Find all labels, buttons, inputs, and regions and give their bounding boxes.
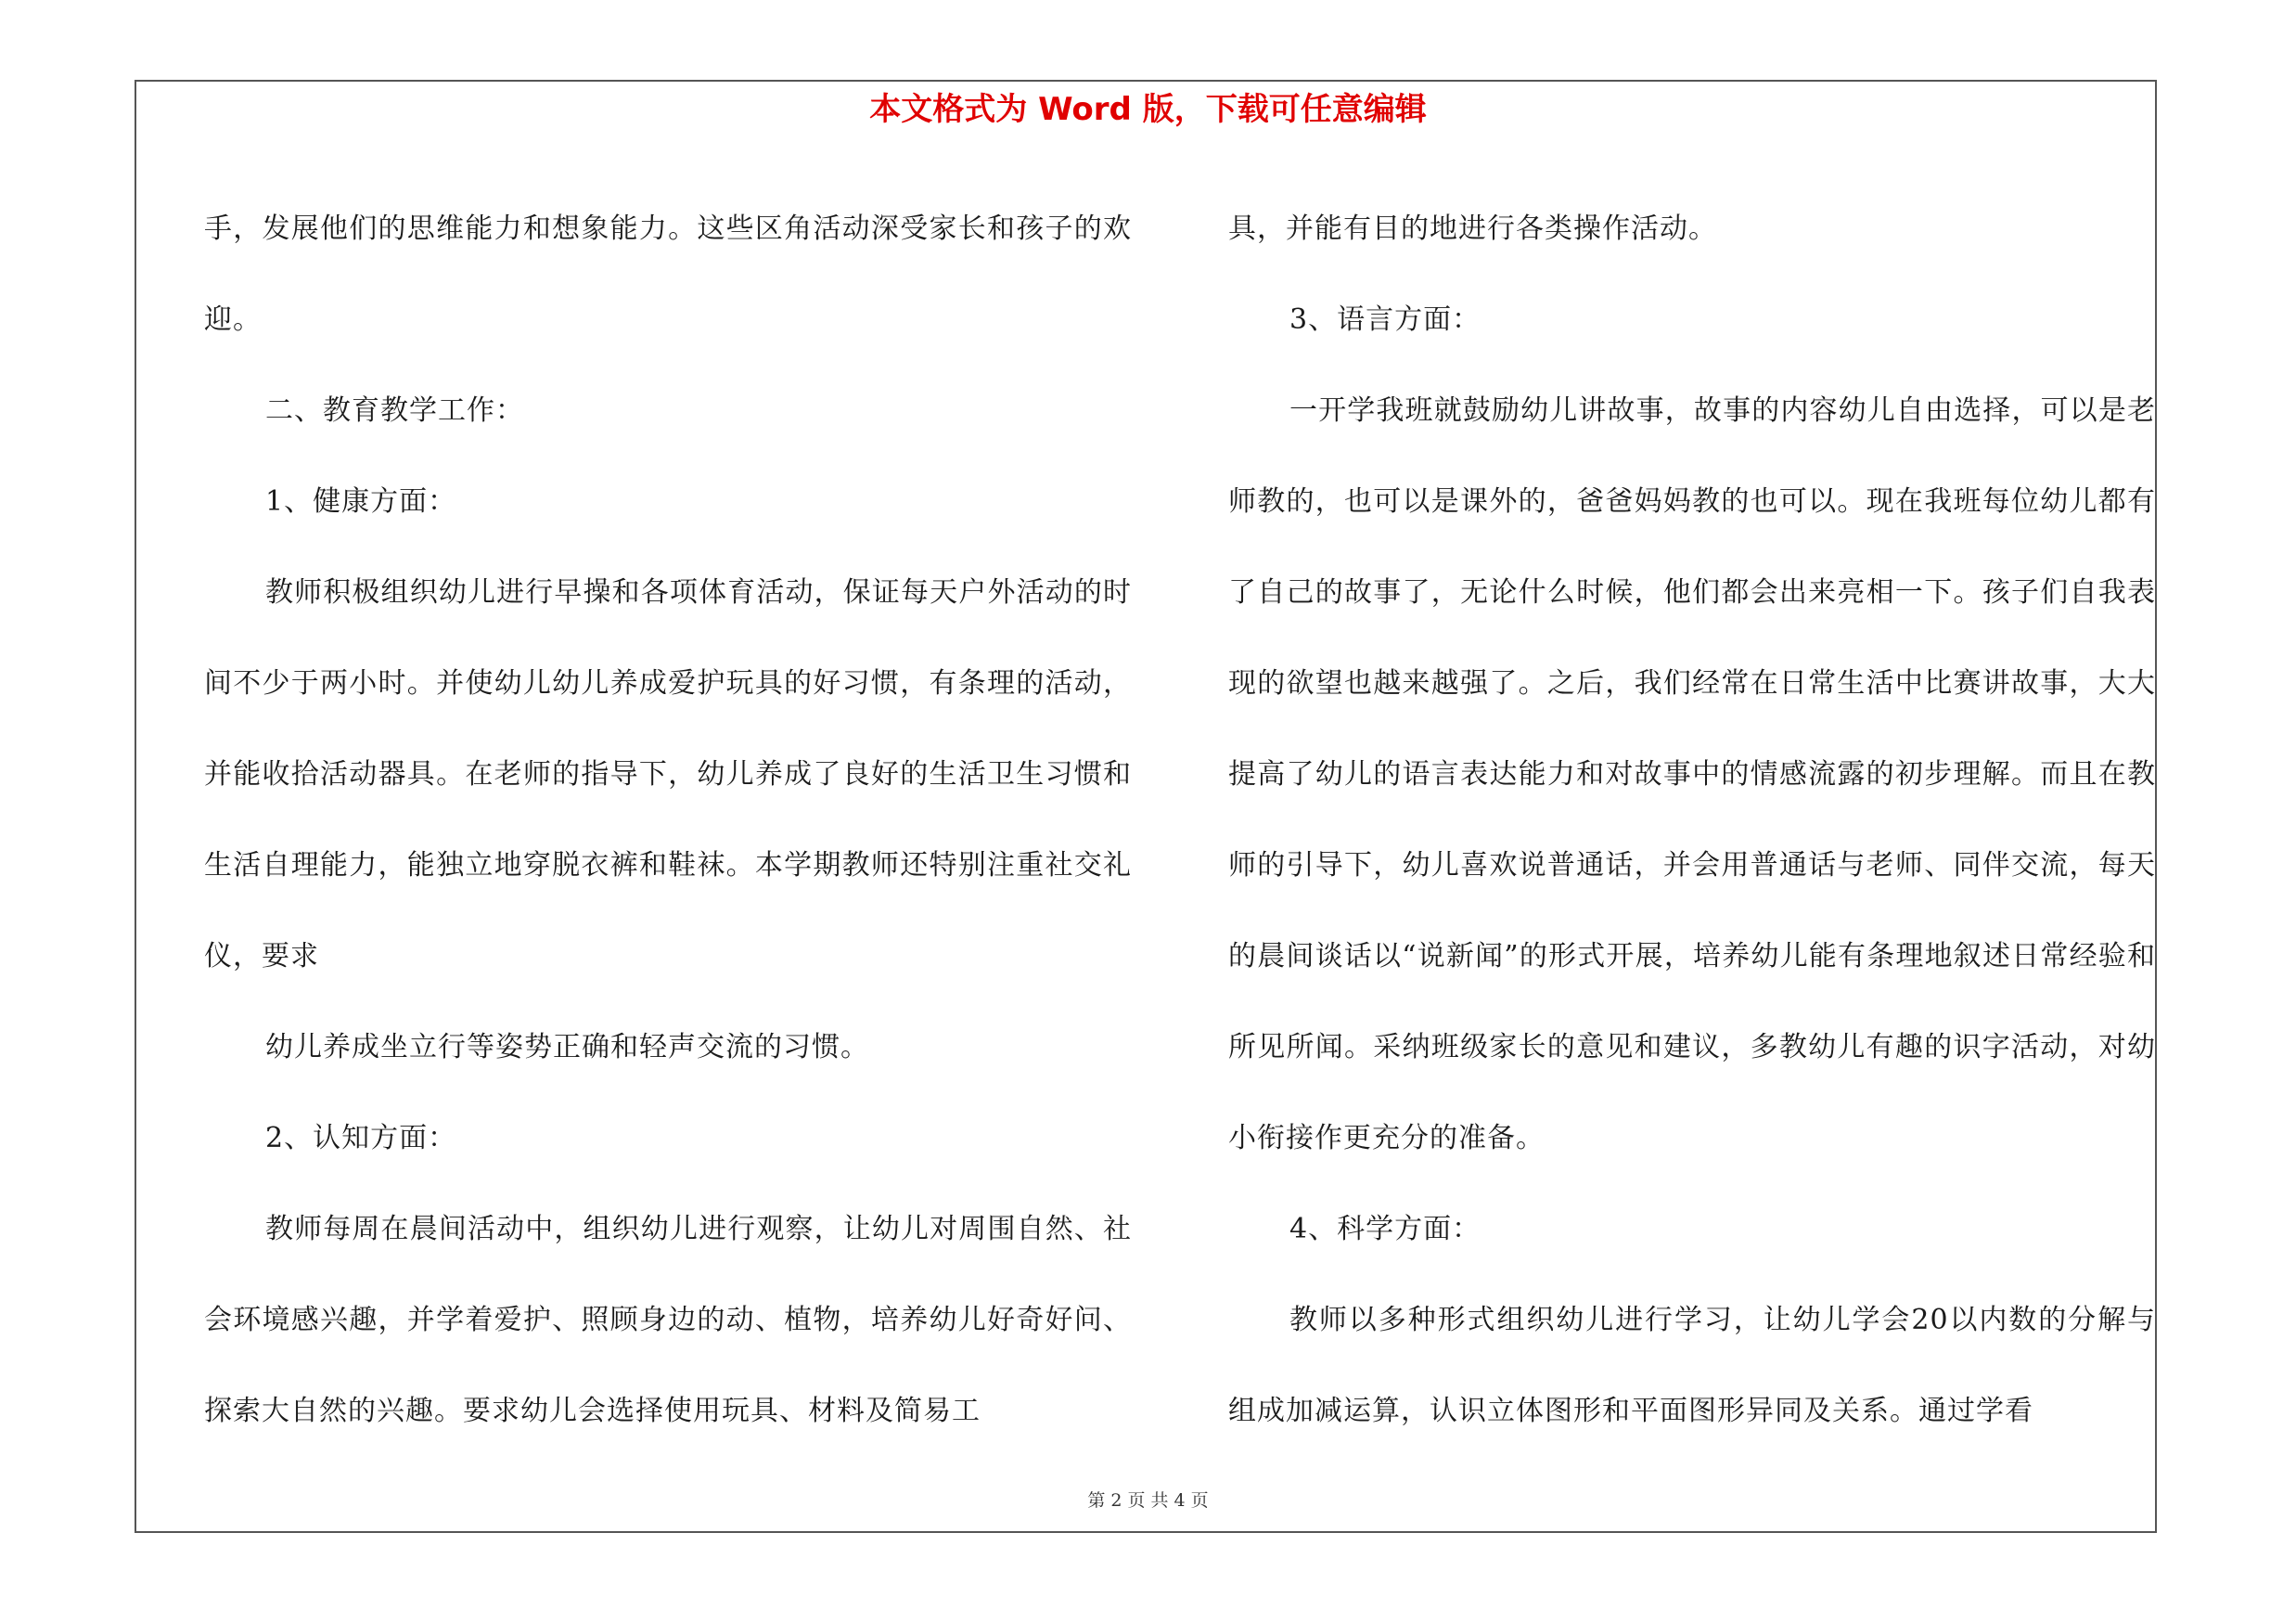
subsection-heading: 3、语言方面： bbox=[1289, 303, 1481, 336]
format-notice-banner: 本文格式为 Word 版，下载可任意编辑 bbox=[869, 91, 1427, 128]
section-heading: 二、教育教学工作： bbox=[265, 394, 524, 427]
subsection-heading: 1、健康方面： bbox=[265, 485, 457, 518]
paragraph: 一开学我班就鼓励幼儿讲故事，故事的内容幼儿自由选择，可以是老师教的，也可以是课外的，爸爸妈妈教的也可以。现在我班每位幼儿都有了自己的故事了，无论什么时候，他们都会出来亮相一下。孩子们自我表现的欲望也越来越强了。之后，我们经常在日常生活中比赛讲故事，大大提高了幼儿的语言表达能力和对故事中的情感流露的初步理解。而且在教师的引导下，幼儿喜欢说普通话，并会用普通话与老师、同伴交流，每天的晨间谈话以“说新闻”的形式开展，培养幼儿能有条理地叙述日常经验和所见所闻。采纳班级家长的意见和建议，多教幼儿有趣的识字活动，对幼小衔接作更充分的准备。 bbox=[1228, 394, 2156, 1154]
paragraph: 具，并能有目的地进行各类操作活动。 bbox=[1228, 213, 1717, 245]
right-text-column bbox=[1228, 184, 2156, 1457]
paragraph: 教师积极组织幼儿进行早操和各项体育活动，保证每天户外活动的时间不少于两小时。并使幼儿幼儿养成爱护玩具的好习惯，有条理的活动，并能收拾活动器具。在老师的指导下，幼儿养成了良好的生活卫生习惯和生活自理能力，能独立地穿脱衣裤和鞋袜。本学期教师还特别注重社交礼仪，要求 bbox=[204, 576, 1132, 973]
left-text-column bbox=[204, 184, 1132, 1457]
subsection-heading: 4、科学方面： bbox=[1289, 1213, 1481, 1245]
paragraph: 教师以多种形式组织幼儿进行学习，让幼儿学会20以内数的分解与组成加减运算，认识立体图形和平面图形异同及关系。通过学看 bbox=[1228, 1304, 2156, 1427]
paragraph: 手，发展他们的思维能力和想象能力。这些区角活动深受家长和孩子的欢迎。 bbox=[204, 213, 1132, 336]
page-number-footer: 第 2 页 共 4 页 bbox=[1087, 1490, 1209, 1511]
paragraph: 幼儿养成坐立行等姿势正确和轻声交流的习惯。 bbox=[265, 1031, 869, 1063]
paragraph: 教师每周在晨间活动中，组织幼儿进行观察，让幼儿对周围自然、社会环境感兴趣，并学着爱护、照顾身边的动、植物，培养幼儿好奇好问、探索大自然的兴趣。要求幼儿会选择使用玩具、材料及简易工 bbox=[204, 1213, 1132, 1427]
subsection-heading: 2、认知方面： bbox=[265, 1122, 457, 1154]
